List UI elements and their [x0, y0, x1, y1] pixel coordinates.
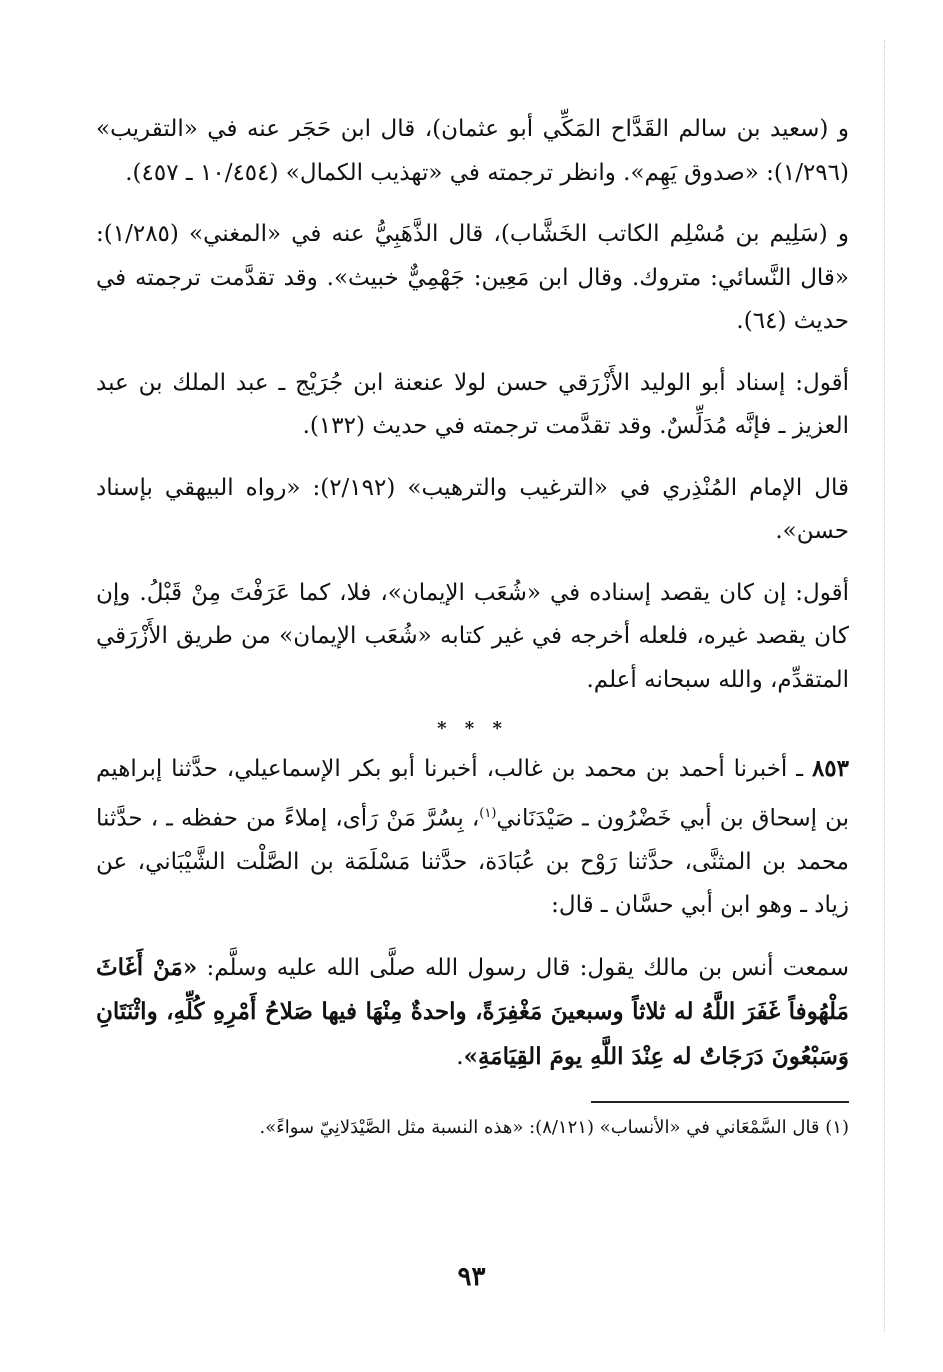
hadith-isnad-rest: ، بِسُرَّ مَنْ رَأى، إملاءً من حفظه ـ ، حدَّثنا محمد بن المثنَّى، حدَّثنا رَوْح بن عُبَادَة، حدَّثنا مَسْلَمَة بن الصَّلْت الشَّيْبَاني، عن زياد ـ وهو ابن أبي حسَّان ـ قال:	[96, 805, 849, 919]
hadith-end: .	[456, 1043, 464, 1070]
paragraph-saleem-bin-muslim: و (سَلِيم بن مُسْلِم الكاتب الخَشَّاب)، قال الذَّهَبِيُّ عنه في «المغني» (١/٢٨٥): «قال النَّسائي: متروك. وقال ابن مَعِين: جَهْمِيٌّ خبيث». وقد تقدَّمت ترجمته في حديث (٦٤).	[96, 221, 849, 334]
hadith-isnad-text: ـ أخبرنا أحمد بن محمد بن غالب، أخبرنا أبو بكر الإسماعيلي، حدَّثنا إبراهيم بن إسحاق بن أبي خَضْرُون ـ صَيْدَنَاني	[96, 756, 850, 832]
paragraph-mundhiri-quote: قال الإمام المُنْذِري في «الترغيب والترهيب» (٢/١٩٢): «رواه البيهقي بإسناد حسن».	[96, 474, 849, 544]
page-body	[96, 108, 849, 1143]
section-separator: * * *	[437, 718, 508, 739]
margin-dotted-line	[884, 40, 885, 1332]
footnote-divider	[591, 1101, 849, 1103]
hadith-matn: «مَنْ أَغَاثَ مَلْهُوفاً غَفَرَ اللَّهُ له ثلاثاً وسبعينَ مَغْفِرَةً، واحدةٌ مِنْهَا فيها صَلاحُ أَمْرِهِ كُلِّهِ، واثْنَتَانِ وَسَبْعُونَ دَرَجَاتٌ له عِنْدَ اللَّهِ يومَ القِيَامَةِ»	[96, 953, 849, 1070]
hadith-number: ٨٥٣	[811, 755, 849, 782]
page-number: ٩٣	[457, 1262, 486, 1292]
paragraph-author-comment: أقول: إن كان يقصد إسناده في «شُعَب الإيمان»، فلا، كما عَرَفْتَ مِنْ قَبْلُ. وإن كان يقصد غيره، فلعله أخرجه في غير كتابه «شُعَب الإيمان» من طريق الأَزْرَقي المتقدِّم، والله سبحانه أعلم.	[96, 579, 849, 693]
hadith-intro: سمعت أنس بن مالك يقول: قال رسول الله صلَّى الله عليه وسلَّم:	[197, 954, 849, 981]
hadith-isnad	[96, 747, 849, 928]
footnote-reference: (١)	[479, 805, 497, 821]
paragraph-isnad-assessment: أقول: إسناد أبو الوليد الأَزْرَقي حسن لولا عنعنة ابن جُرَيْج ـ عبد الملك بن عبد العزيز ـ فإنَّه مُدَلِّسٌ. وقد تقدَّمت ترجمته في حديث (١٣٢).	[96, 369, 849, 439]
footnote: (١) قال السَّمْعَاني في «الأنساب» (٨/١٢١): «هذه النسبة مثل الصَّيْدَلانِيّ سواءً».	[259, 1117, 849, 1139]
hadith-text	[96, 946, 849, 1080]
paragraph-saeed-bin-salim: و (سعيد بن سالم القَدَّاح المَكِّي أبو عثمان)، قال ابن حَجَر عنه في «التقريب» (١/٢٩٦): «صدوق يَهِم». وانظر ترجمته في «تهذيب الكمال» (١٠/٤٥٤ ـ ٤٥٧).	[96, 116, 849, 186]
